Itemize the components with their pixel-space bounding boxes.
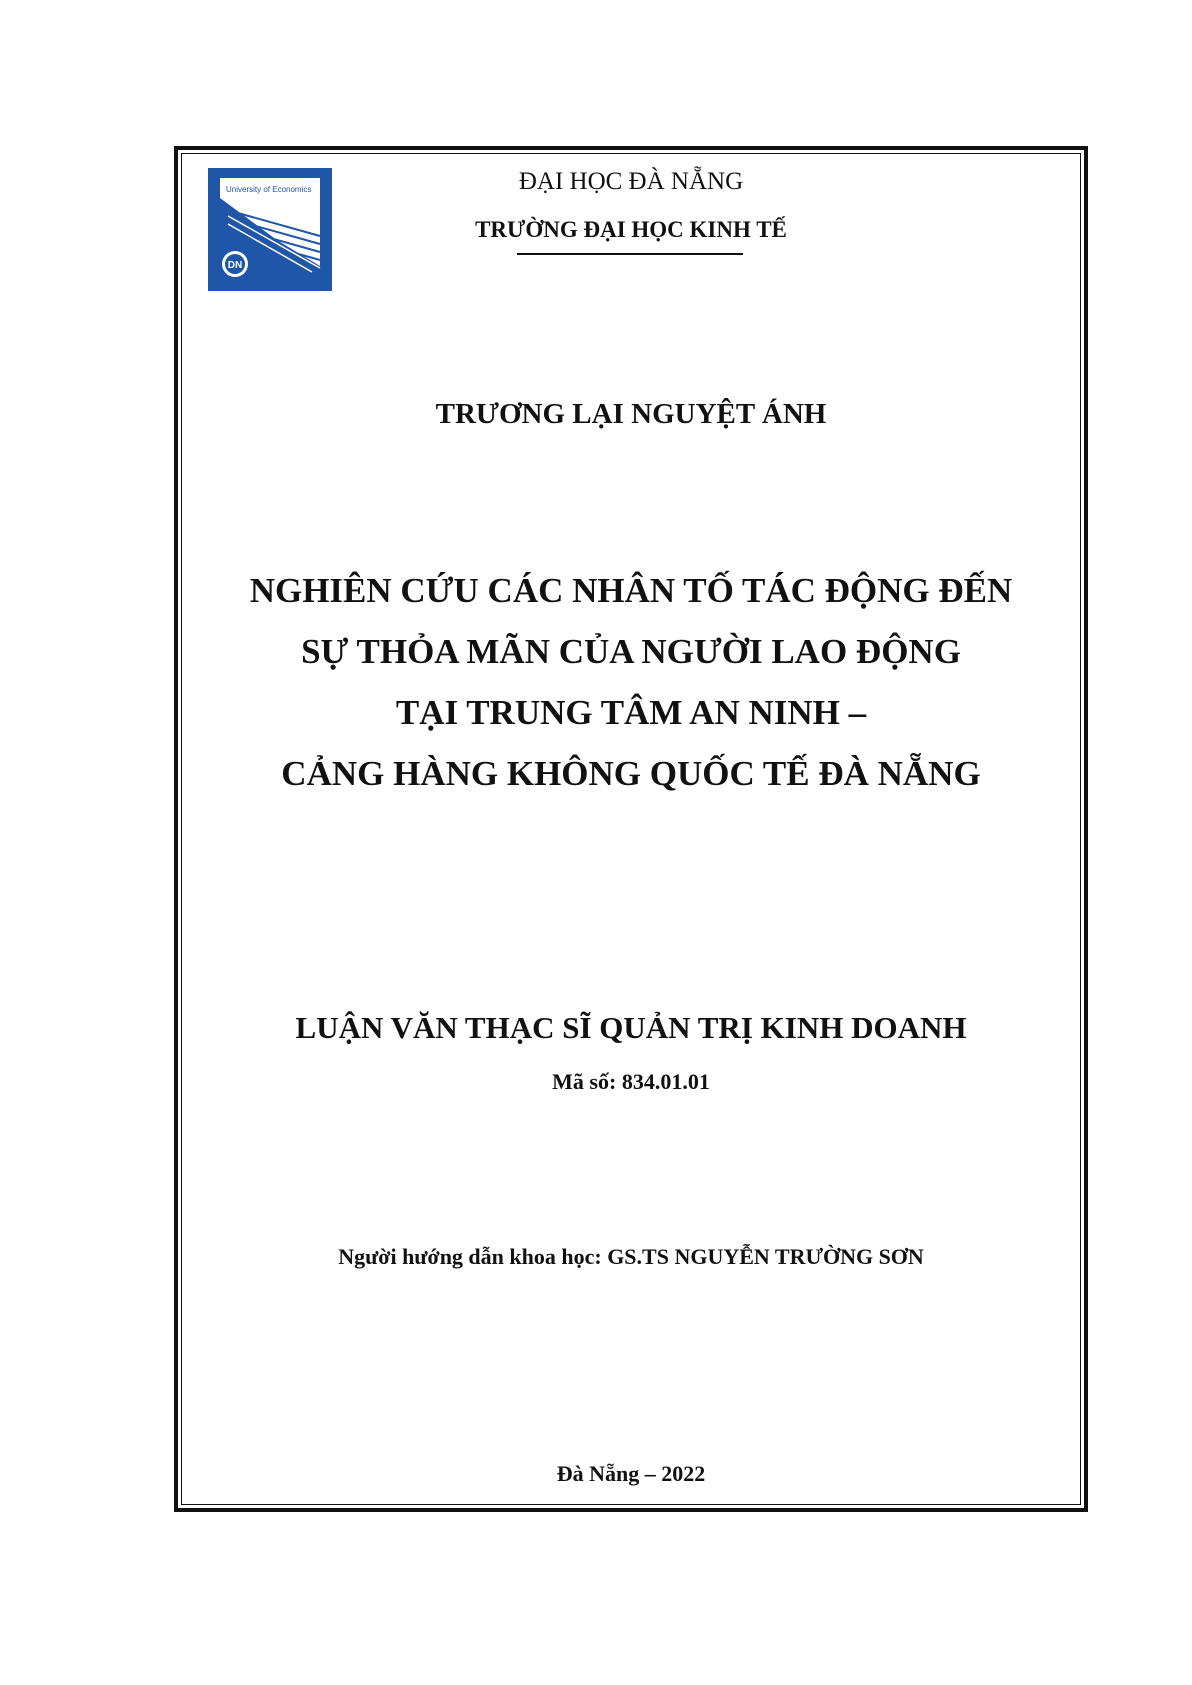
page-border-inner xyxy=(181,153,1081,1505)
degree-label: LUẬN VĂN THẠC SĨ QUẢN TRỊ KINH DOANH xyxy=(295,1010,967,1045)
school-underline xyxy=(517,253,743,255)
program-code: Mã số: 834.01.01 xyxy=(552,1069,710,1094)
thesis-title xyxy=(174,560,1088,804)
logo-monogram: DN xyxy=(227,260,243,271)
university-name: ĐẠI HỌC ĐÀ NẴNG xyxy=(518,168,744,195)
logo-text: University of Economics xyxy=(226,185,312,194)
place-year: Đà Nẵng – 2022 xyxy=(556,1461,706,1486)
thesis-title-line: CẢNG HÀNG KHÔNG QUỐC TẾ ĐÀ NẴNG xyxy=(281,754,981,793)
thesis-title-line: TẠI TRUNG TÂM AN NINH – xyxy=(395,693,867,732)
school-name: TRƯỜNG ĐẠI HỌC KINH TẾ xyxy=(475,217,787,242)
author-name: TRƯƠNG LẠI NGUYỆT ÁNH xyxy=(435,398,827,430)
thesis-title-line: NGHIÊN CỨU CÁC NHÂN TỐ TÁC ĐỘNG ĐẾN xyxy=(249,571,1013,610)
thesis-title-line: SỰ THỎA MÃN CỦA NGƯỜI LAO ĐỘNG xyxy=(301,632,961,671)
supervisor: Người hướng dẫn khoa học: GS.TS NGUYỄN TRƯỜNG SƠN xyxy=(338,1244,924,1269)
